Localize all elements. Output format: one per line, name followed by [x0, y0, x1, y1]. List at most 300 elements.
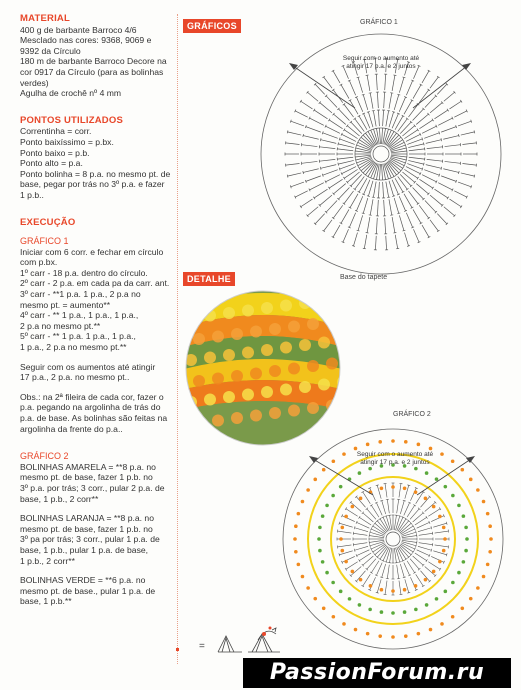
bobble-dot: [469, 478, 473, 482]
stitch-mark: [445, 145, 461, 147]
material-line: 400 g de barbante Barroco 4/6: [20, 24, 137, 35]
photo-bobble: [307, 360, 319, 372]
stitch-mark: [355, 119, 365, 132]
bobble-dot: [457, 571, 461, 575]
stitch-mark: [399, 196, 405, 211]
stitch-mark: [456, 180, 457, 183]
stitch-mark: [357, 77, 360, 78]
stitch-mark: [383, 110, 384, 126]
stitch-mark: [321, 140, 337, 144]
stitch-mark: [306, 176, 321, 181]
stitch-mark: [373, 111, 376, 127]
round-line: 2º carr - 2 p.a. em cada pa da carr. ant.: [20, 278, 170, 289]
photo-bobble: [261, 302, 273, 314]
stitch-mark: [366, 75, 369, 76]
stitch-mark: [405, 233, 409, 246]
stitch-mark: [398, 176, 408, 189]
stitch-mark: [389, 199, 392, 215]
stitch-mark: [419, 120, 432, 129]
bobble-dot: [414, 584, 418, 588]
bobble-dot: [440, 622, 444, 626]
stitch-mark: [353, 543, 367, 545]
stitch-mark: [354, 549, 355, 552]
instructions-column: [20, 14, 180, 607]
stitch-mark: [347, 172, 359, 182]
stitch-mark: [419, 533, 433, 535]
stitch-mark: [301, 199, 313, 207]
stitch-mark: [367, 75, 370, 91]
stitch-mark: [291, 121, 304, 126]
bobble-dot: [414, 608, 418, 612]
stitch-mark: [416, 544, 417, 547]
bobble-dot: [317, 537, 321, 541]
photo-bobble: [299, 339, 311, 351]
stitch-mark: [399, 581, 401, 595]
photo-bobble: [261, 344, 273, 356]
grafico1-caption: GRÁFICO 1: [360, 19, 398, 26]
stitch-mark: [462, 143, 476, 145]
grafico1-rounds: [20, 247, 180, 353]
bobble-dot: [359, 578, 363, 582]
stitch-mark: [403, 230, 406, 231]
grafico1-diagram: [245, 28, 517, 280]
stitch-mark: [376, 218, 377, 234]
stitch-mark: [355, 176, 365, 189]
stitch-mark: [419, 205, 429, 218]
photo-bobble: [250, 410, 262, 422]
stitch-mark: [418, 546, 431, 550]
stitch-mark: [369, 93, 372, 94]
photo-bobble: [212, 415, 224, 427]
photo-bobble: [280, 342, 292, 354]
photo-bobble: [204, 394, 216, 406]
decorative-dot: [176, 648, 179, 651]
stitch-mark: [406, 159, 407, 162]
stitch-mark: [333, 71, 340, 83]
bobble-dot: [301, 500, 305, 504]
stitch-mark: [362, 94, 365, 95]
stitch-mark: [425, 201, 436, 213]
stitch-mark: [431, 556, 444, 562]
stitch-mark: [338, 163, 339, 166]
stitch-mark: [323, 170, 338, 175]
stitch-mark: [358, 215, 363, 230]
stitch-mark: [349, 213, 355, 228]
bobble-dot: [331, 494, 335, 498]
stitch-mark: [302, 161, 318, 163]
stitch-mark: [301, 101, 313, 109]
bobble-dot: [476, 586, 480, 590]
stitch-mark: [290, 185, 291, 188]
stitch-mark: [339, 168, 340, 171]
stitch-mark: [417, 522, 430, 528]
points-line: Ponto baixíssimo = p.bx.: [20, 136, 114, 147]
bobble-dot: [404, 634, 408, 638]
bobble-dot: [339, 537, 343, 541]
stitch-mark: [474, 130, 475, 133]
stitch-mark: [357, 522, 370, 528]
stitch-mark: [377, 92, 378, 108]
stitch-mark: [397, 94, 400, 95]
stitch-mark: [428, 509, 440, 517]
stitch-mark: [287, 175, 288, 178]
photo-bobble: [269, 407, 281, 419]
stitch-mark: [426, 140, 442, 144]
stitch-mark: [427, 159, 443, 161]
stitch-mark: [395, 235, 397, 249]
stitch-mark: [361, 585, 364, 587]
stitch-mark: [398, 119, 408, 132]
stitch-mark: [376, 503, 382, 516]
bobble-dot: [366, 632, 370, 636]
stitch-mark: [356, 161, 357, 164]
amarela-line: BOLINHAS AMARELA = **8 p.a. no: [20, 461, 156, 472]
bobble-dot: [432, 505, 436, 509]
stitch-mark: [377, 200, 378, 216]
stitch-mark: [461, 173, 475, 176]
stitch-mark: [380, 500, 383, 501]
stitch-mark: [329, 120, 342, 129]
photo-bobble: [193, 333, 205, 345]
stitch-mark: [416, 184, 428, 194]
stitch-mark: [310, 183, 324, 190]
photo-bobble: [223, 307, 235, 319]
round-line: mesmo pt. = aumento**: [20, 299, 111, 310]
bobble-dot: [354, 447, 358, 451]
stitch-mark: [355, 528, 368, 532]
bobble-dot: [339, 590, 343, 594]
material-line: Mesclado nas cores: 9368, 9069 e: [20, 35, 152, 46]
stitch-mark: [372, 551, 374, 554]
stitch-mark: [430, 103, 442, 113]
stitch-mark: [398, 562, 401, 563]
stitch-mark: [344, 169, 357, 178]
bobble-dot: [368, 467, 372, 471]
laranja-line: base, 1 p.b., pular 1 p.a. de base,: [20, 544, 149, 555]
stitch-mark: [384, 200, 385, 216]
bobble-dot: [332, 615, 336, 619]
stitch-mark: [359, 559, 361, 562]
stitch-mark: [427, 147, 443, 149]
obs-line: p.a. de base. As bolinhas são feitas na: [20, 413, 168, 423]
stitch-mark: [339, 522, 340, 525]
photo-bobble: [242, 347, 254, 359]
stitch-mark: [320, 103, 332, 113]
stitch-mark: [376, 563, 382, 576]
bobble-dot: [425, 471, 429, 475]
round-line: 5º carr - ** 1 p.a. 1 p.a., 1 p.a.,: [20, 331, 136, 342]
bobble-dot: [460, 606, 464, 610]
bobble-dot: [486, 512, 490, 516]
stitch-mark: [378, 182, 379, 198]
bobble-dot: [457, 504, 461, 508]
stitch-mark: [342, 516, 355, 522]
stitch-mark: [397, 213, 400, 214]
obs-line: Obs.: na 2ª fileira de cada cor, fazer o: [20, 391, 164, 402]
stitch-mark: [322, 174, 323, 177]
bobble-dot: [306, 488, 310, 492]
stitch-mark: [444, 92, 455, 101]
bobble-dot: [293, 537, 297, 541]
stitch-mark: [387, 110, 390, 111]
stitch-mark: [383, 164, 386, 180]
stitch-mark: [434, 110, 447, 119]
photo-bobble: [250, 326, 262, 338]
stitch-mark: [406, 213, 412, 228]
stitch-mark: [390, 215, 393, 216]
stitch-mark: [334, 184, 346, 194]
stitch-mark: [461, 132, 475, 135]
grafico2-diagram: [275, 421, 515, 651]
stitch-mark: [407, 485, 410, 486]
stitch-mark: [379, 164, 380, 180]
amarela-line: 3º p.a. por trás; 3 corr., pular 2 p.a. de: [20, 482, 165, 493]
stitch-mark: [439, 131, 440, 134]
stitch-mark: [441, 167, 442, 170]
stitch-mark: [368, 112, 373, 127]
stitch-mark: [439, 568, 441, 571]
bobble-dot: [354, 628, 358, 632]
stitch-mark: [363, 248, 366, 249]
stitch-mark: [338, 531, 352, 533]
points-line: 1 p.b..: [20, 189, 44, 200]
stitch-mark: [444, 207, 455, 216]
bobble-dot: [294, 550, 298, 554]
stitch-mark: [408, 104, 418, 117]
material-line: 180 m de barbante Barroco Decore na: [20, 56, 167, 67]
photo-bobble: [231, 370, 243, 382]
bobble-dot: [391, 439, 395, 443]
stitch-symbol-icon: [212, 622, 292, 658]
stitch-mark: [413, 229, 419, 242]
stitch-mark: [363, 574, 371, 586]
bobble-dot: [451, 459, 455, 463]
stitch-mark: [430, 220, 438, 231]
stitch-mark: [419, 543, 433, 545]
stitch-mark: [370, 199, 373, 215]
stitch-mark: [431, 549, 432, 552]
stitch-mark: [431, 526, 432, 529]
stitch-mark: [426, 559, 428, 562]
stitch-mark: [400, 174, 411, 186]
bobble-dot: [369, 584, 373, 588]
stitch-mark: [428, 562, 440, 570]
stitch-mark: [286, 143, 300, 145]
stitch-mark: [347, 126, 359, 136]
bobble-dot: [442, 526, 446, 530]
stitch-mark: [326, 126, 340, 133]
bobble-dot: [488, 524, 492, 528]
bobble-dot: [444, 590, 448, 594]
stitch-mark: [370, 572, 373, 574]
photo-bobble: [212, 331, 224, 343]
stitch-mark: [407, 246, 410, 247]
stitch-mark: [372, 110, 375, 111]
photo-bobble: [231, 328, 243, 340]
bobble-dot: [425, 603, 429, 607]
photo-bobble: [318, 337, 330, 349]
stitch-mark: [370, 544, 371, 547]
stitch-mark: [320, 138, 321, 141]
stitch-mark: [387, 499, 389, 513]
verde-line: base, 1 p.b.**: [20, 596, 72, 607]
photo-bobble: [231, 412, 243, 424]
photo-bobble: [242, 389, 254, 401]
stitch-mark: [376, 164, 379, 180]
stitch-mark: [441, 176, 456, 181]
photo-bobble: [193, 375, 205, 387]
bobble-dot: [464, 526, 468, 530]
bobble-dot: [380, 610, 384, 614]
stitch-mark: [438, 118, 452, 125]
stitch-mark: [366, 233, 369, 234]
stitch-mark: [419, 90, 429, 103]
material-heading: MATERIAL: [20, 13, 70, 24]
round-line: 2 p.a no mesmo pt.**: [20, 320, 101, 331]
stitch-mark: [322, 131, 323, 134]
stitch-mark: [412, 525, 414, 528]
grafico2-caption: GRÁFICO 2: [393, 411, 431, 418]
stitch-mark: [305, 125, 306, 128]
stitch-mark: [419, 179, 432, 188]
bobble-dot: [403, 487, 407, 491]
stitch-mark: [288, 132, 302, 135]
stitch-mark: [418, 528, 431, 532]
bobble-dot: [462, 514, 466, 518]
stitch-mark: [422, 126, 436, 133]
bobble-dot: [391, 635, 395, 639]
bobble-dot: [318, 526, 322, 530]
grafico1-subheading: GRÁFICO 1: [20, 236, 69, 247]
stitch-mark: [404, 169, 417, 178]
bobble-dot: [322, 606, 326, 610]
stitch-mark: [315, 84, 325, 94]
stitch-mark: [393, 233, 396, 234]
stitch-mark: [409, 149, 425, 151]
laranja-line: 3º pa por trás; 3 corr., pular 1 p.a. de: [20, 534, 160, 545]
stitch-mark: [367, 196, 370, 197]
bobble-dot: [424, 497, 428, 501]
stitch-mark: [324, 220, 332, 231]
stitch-mark: [337, 149, 353, 151]
stitch-mark: [404, 503, 410, 516]
photo-bobble: [318, 295, 330, 307]
bobble-dot: [325, 571, 329, 575]
stitch-mark: [385, 218, 386, 234]
points-heading: PONTOS UTILIZADOS: [20, 114, 123, 126]
points-line: Ponto bolinha = 8 p.a. no mesmo pt. de: [20, 168, 171, 179]
stitch-mark: [430, 195, 442, 205]
stitch-mark: [350, 194, 358, 208]
stitch-mark: [341, 85, 349, 99]
stitch-mark: [450, 101, 462, 109]
stitch-mark: [356, 196, 362, 211]
stitch-mark: [382, 128, 383, 144]
stitch-mark: [389, 181, 394, 196]
stitch-mark: [384, 128, 387, 129]
stitch-mark: [337, 157, 353, 159]
obs-line: p.a. pegando na argolinha de trás do: [20, 402, 161, 413]
execution-heading: EXECUÇÃO: [20, 216, 76, 228]
stitch-mark: [344, 130, 357, 139]
laranja-line: 1 p.b., 2 corr**: [20, 555, 75, 566]
bobble-dot: [313, 597, 317, 601]
stitch-mark: [416, 114, 428, 124]
stitch-mark: [422, 138, 423, 141]
stitch-mark: [426, 516, 428, 519]
stitch-mark: [406, 81, 412, 96]
stitch-mark: [446, 553, 447, 556]
photo-bobble: [185, 396, 197, 408]
stitch-mark: [372, 178, 375, 179]
stitch-mark: [345, 568, 347, 571]
round-line: 4º carr - ** 1 p.a., 1 p.a., 1 p.a.,: [20, 310, 139, 321]
stitch-mark: [291, 182, 304, 187]
stitch-mark: [443, 169, 459, 173]
stitch-mark: [358, 77, 363, 92]
bobble-dot: [318, 549, 322, 553]
stitch-mark: [368, 181, 373, 196]
stitch-mark: [346, 509, 358, 517]
stitch-mark: [424, 170, 439, 175]
stitch-mark: [392, 196, 395, 197]
stitch-mark: [346, 562, 358, 570]
stitch-mark: [396, 248, 399, 249]
stitch-mark: [458, 121, 471, 126]
stitch-mark: [319, 159, 335, 161]
stitch-mark: [326, 175, 340, 182]
stitch-mark: [403, 577, 406, 578]
photo-bobble: [307, 402, 319, 414]
stitch-mark: [382, 164, 383, 180]
bobble-dot: [358, 603, 362, 607]
stitch-mark: [397, 499, 399, 513]
photo-bobble: [288, 321, 300, 333]
stitch-mark: [408, 191, 418, 204]
bobble-dot: [351, 570, 355, 574]
stitch-mark: [356, 144, 357, 147]
stitch-mark: [355, 546, 368, 550]
stitch-mark: [399, 97, 405, 112]
stitch-mark: [375, 128, 378, 129]
photo-bobble: [242, 305, 254, 317]
stitch-mark: [314, 189, 327, 198]
stitch-mark: [372, 197, 375, 198]
verde-line: mesmo pt. de base., pular 1 p.a. de: [20, 585, 156, 596]
stitch-mark: [333, 225, 340, 237]
stitch-mark: [376, 592, 379, 593]
stitch-mark: [367, 111, 370, 112]
stitch-mark: [307, 207, 318, 216]
stitch-mark: [376, 485, 379, 486]
stitch-mark: [342, 556, 355, 562]
stitch-mark: [402, 172, 414, 182]
stitch-mark: [406, 147, 407, 150]
obs-line: argolinha da frente do p.a..: [20, 423, 123, 434]
stitch-mark: [474, 175, 475, 178]
bobble-dot: [391, 485, 395, 489]
bobble-dot: [332, 459, 336, 463]
stitch-mark: [387, 565, 389, 579]
stitch-mark: [326, 96, 337, 108]
stitch-mark: [413, 187, 424, 199]
stitch-mark: [376, 128, 379, 144]
follow-line: 17 p.a., 2 p.a. no mesmo pt..: [20, 372, 130, 383]
photo-bobble: [269, 365, 281, 377]
stitch-mark: [423, 142, 424, 145]
bobble-dot: [322, 468, 326, 472]
stitch-mark: [357, 550, 370, 556]
